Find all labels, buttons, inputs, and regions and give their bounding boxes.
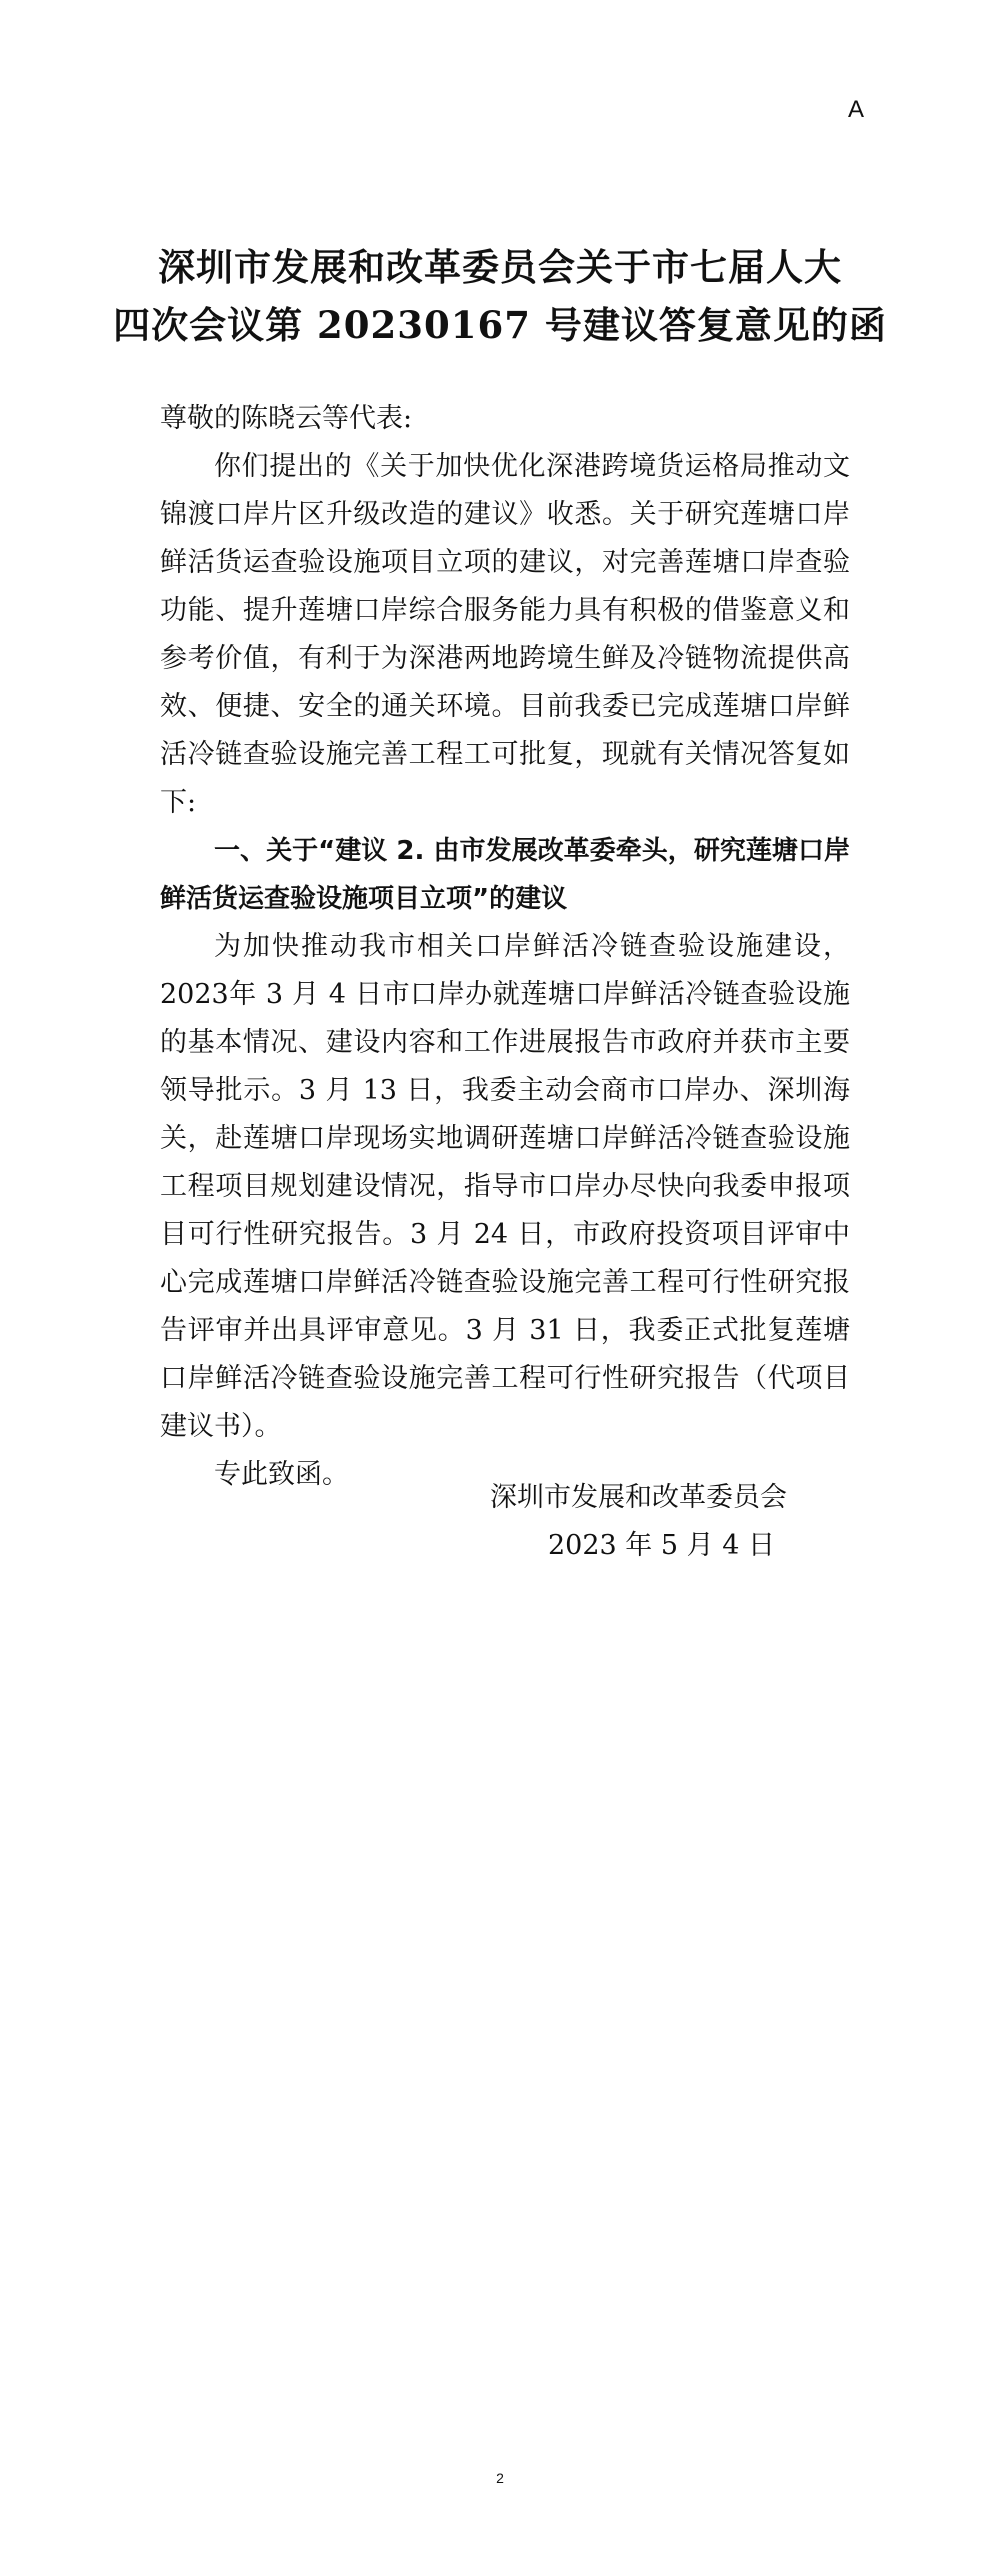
document-title: [0, 238, 1000, 354]
title-line-1: 深圳市发展和改革委员会关于市七届人大: [158, 245, 842, 289]
section-heading-1: 一、关于“建议 2. 由市发展改革委牵头，研究莲塘口岸鲜活货运查验设施项目立项”的建议: [160, 836, 850, 914]
closing-paragraph: 专此致函。: [214, 1459, 349, 1490]
section-body-1: 为加快推动我市相关口岸鲜活冷链查验设施建设，2023年 3 月 4 日市口岸办就莲塘口岸鲜活冷链查验设施的基本情况、建设内容和工作进展报告市政府并获市主要领导批示。3 月 13 日，我委主动会商市口岸办、深圳海关，赴莲塘口岸现场实地调研莲塘口岸鲜活冷链查验设施工程项目规划建设情况，指导市口岸办尽快向我委申报项目可行性研究报告。3 月 24 日，市政府投资项目评审中心完成莲塘口岸鲜活冷链查验设施完善工程可行性研究报告评审并出具评审意见。3 月 31 日，我委正式批复莲塘口岸鲜活冷链查验设施完善工程可行性研究报告（代项目建议书）。: [160, 931, 850, 1442]
page-mark: A: [847, 96, 864, 123]
document-body: [160, 395, 850, 1499]
title-line-2: 四次会议第 20230167 号建议答复意见的函: [113, 303, 887, 347]
page-number: 2: [496, 2470, 504, 2486]
intro-paragraph: 你们提出的《关于加快优化深港跨境货运格局推动文锦渡口岸片区升级改造的建议》收悉。关于研究莲塘口岸鲜活货运查验设施项目立项的建议，对完善莲塘口岸查验功能、提升莲塘口岸综合服务能力具有积极的借鉴意义和参考价值，有利于为深港两地跨境生鲜及冷链物流提供高效、便捷、安全的通关环境。目前我委已完成莲塘口岸鲜活冷链查验设施完善工程工可批复，现就有关情况答复如下:: [160, 451, 850, 818]
signature-block: [490, 1474, 800, 1570]
signature-date: 2023 年 5 月 4 日: [548, 1530, 775, 1561]
signature-org: 深圳市发展和改革委员会: [490, 1482, 787, 1513]
salutation: 尊敬的陈晓云等代表:: [160, 403, 413, 434]
